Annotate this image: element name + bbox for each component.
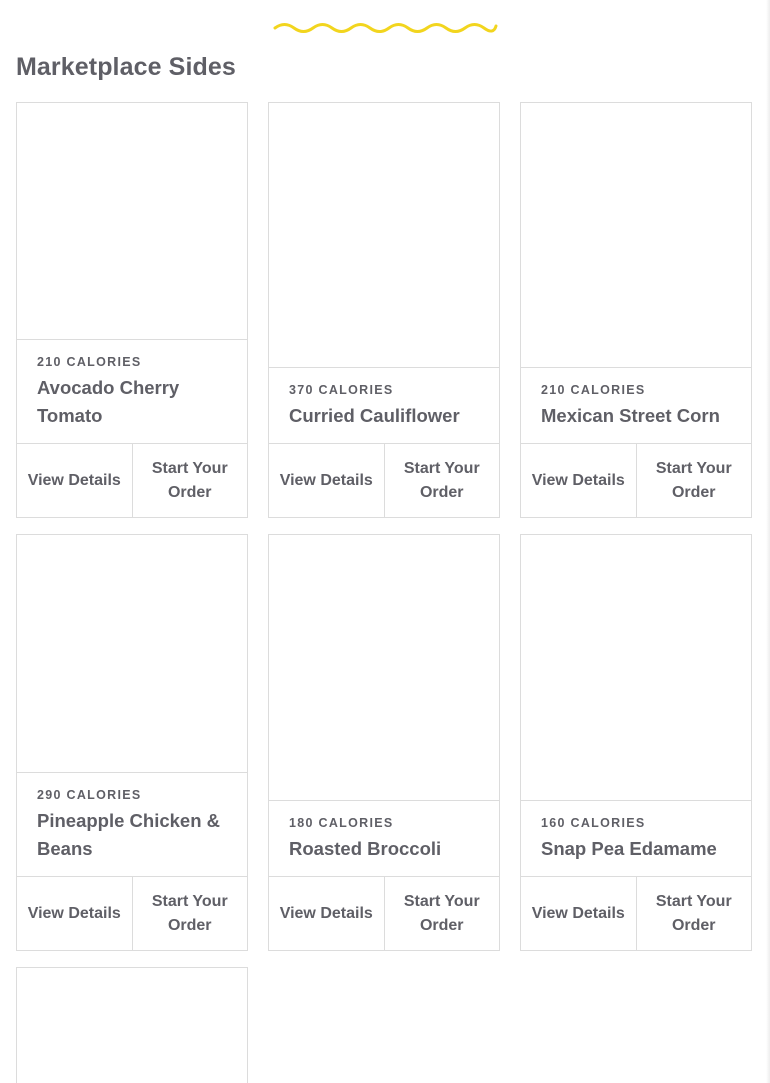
item-name[interactable]: Curried Cauliflower: [289, 405, 460, 426]
menu-item-card: [16, 967, 248, 1083]
item-name[interactable]: Snap Pea Edamame: [541, 838, 717, 859]
item-info: [269, 801, 499, 876]
item-name[interactable]: Avocado Cherry Tomato: [37, 377, 180, 426]
item-image[interactable]: [269, 535, 499, 801]
item-actions: [269, 443, 499, 517]
item-calories: 210 CALORIES: [541, 383, 646, 397]
view-details-button[interactable]: View Details: [27, 904, 121, 922]
item-image[interactable]: [521, 535, 751, 801]
view-details-button[interactable]: View Details: [531, 471, 625, 489]
item-name[interactable]: Pineapple Chicken & Beans: [37, 810, 220, 859]
item-name[interactable]: Mexican Street Corn: [541, 405, 720, 426]
menu-item-card: [520, 534, 752, 951]
item-calories: 210 CALORIES: [37, 355, 142, 369]
start-order-button[interactable]: Start Your Order: [132, 444, 248, 517]
item-info: [521, 801, 751, 876]
menu-item-card: [268, 534, 500, 951]
view-details-button[interactable]: View Details: [27, 471, 121, 489]
item-calories: 290 CALORIES: [37, 788, 142, 802]
start-order-button[interactable]: Start Your Order: [636, 444, 752, 517]
menu-item-card: [16, 534, 248, 951]
view-details-button[interactable]: View Details: [531, 904, 625, 922]
item-info: [269, 368, 499, 443]
item-image[interactable]: [521, 103, 751, 368]
scroll-edge: [766, 0, 770, 1083]
item-image[interactable]: [17, 103, 247, 340]
item-calories: 160 CALORIES: [541, 816, 646, 830]
item-name[interactable]: Roasted Broccoli: [289, 838, 442, 859]
menu-item-card: [16, 102, 248, 518]
item-actions: [17, 876, 247, 950]
item-image[interactable]: [269, 103, 499, 368]
item-image[interactable]: [17, 968, 247, 1083]
wavy-divider-icon: [273, 20, 498, 36]
item-actions: [17, 443, 247, 517]
start-order-button[interactable]: Start Your Order: [132, 877, 248, 950]
view-details-button[interactable]: View Details: [279, 904, 373, 922]
view-details-button[interactable]: View Details: [279, 471, 373, 489]
item-info: [521, 368, 751, 443]
item-actions: [269, 876, 499, 950]
menu-item-card: [268, 102, 500, 518]
start-order-button[interactable]: Start Your Order: [384, 444, 500, 517]
item-actions: [521, 443, 751, 517]
item-calories: 370 CALORIES: [289, 383, 394, 397]
menu-item-card: [520, 102, 752, 518]
item-actions: [521, 876, 751, 950]
item-calories: 180 CALORIES: [289, 816, 394, 830]
item-info: [17, 773, 247, 876]
start-order-button[interactable]: Start Your Order: [636, 877, 752, 950]
section-title: Marketplace Sides: [16, 53, 236, 81]
start-order-button[interactable]: Start Your Order: [384, 877, 500, 950]
item-image[interactable]: [17, 535, 247, 773]
item-info: [17, 340, 247, 443]
